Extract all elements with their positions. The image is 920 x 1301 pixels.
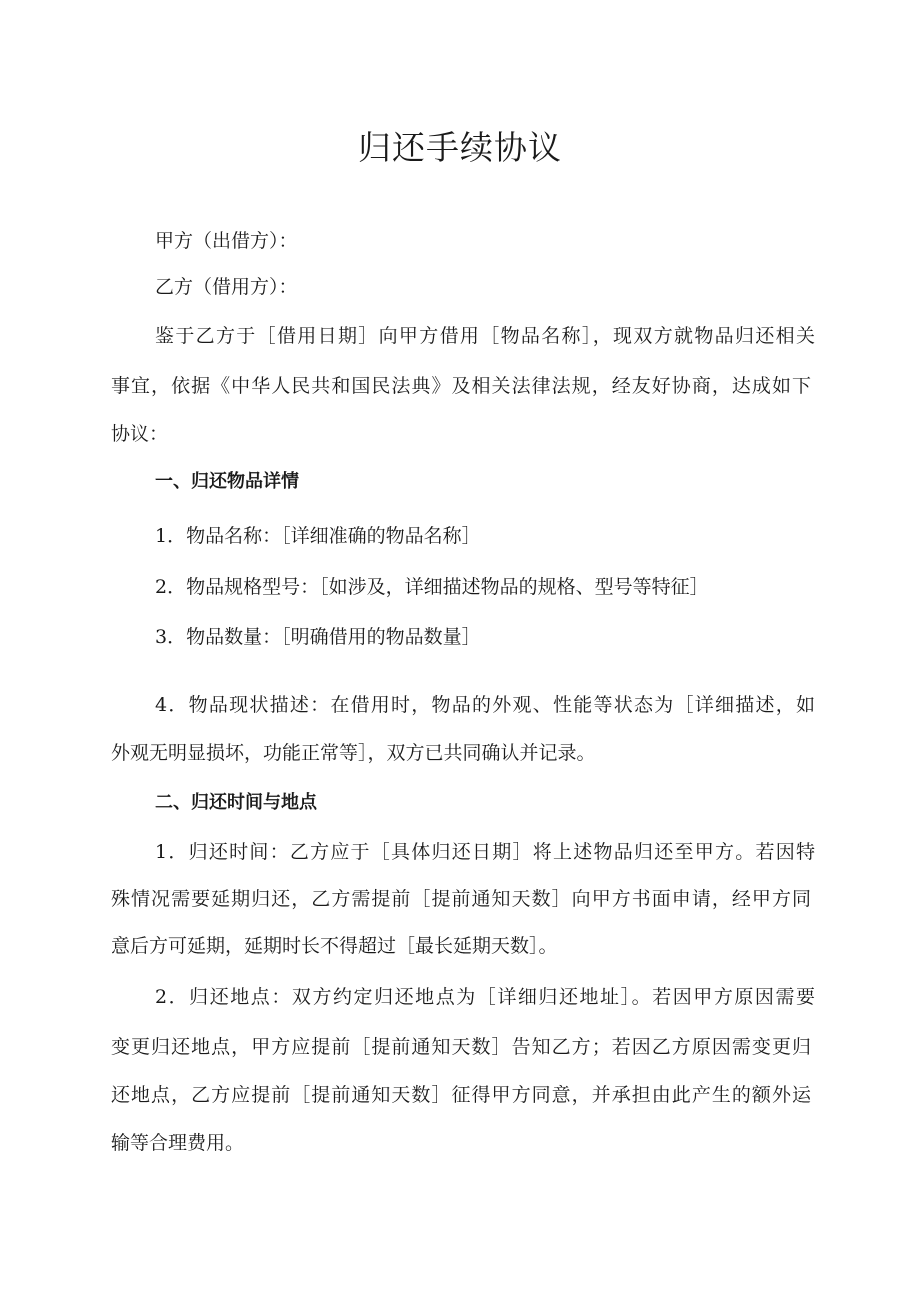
section1-item-2: 2．物品规格型号：［如涉及，详细描述物品的规格、型号等特征］ — [155, 576, 709, 598]
party-a-line: 甲方（出借方）： — [155, 230, 298, 252]
section1-heading: 一、归还物品详情 — [155, 471, 299, 492]
section2-item-1-line-3: 意后方可延期，延期时长不得超过［最长延期天数］。 — [111, 935, 558, 957]
section1-item-1: 1．物品名称：［详细准确的物品名称］ — [155, 525, 481, 547]
section1-item-3: 3．物品数量：［明确借用的物品数量］ — [155, 626, 481, 648]
section2-item-2-line-2: 变更归还地点，甲方应提前［提前通知天数］告知乙方；若因乙方原因需变更归 — [111, 1036, 811, 1058]
section2-item-2-line-3: 还地点，乙方应提前［提前通知天数］征得甲方同意，并承担由此产生的额外运 — [111, 1084, 811, 1106]
preamble-line-3: 协议： — [111, 423, 169, 445]
section2-item-2-line-4: 输等合理费用。 — [111, 1132, 245, 1154]
section2-item-1-line-1: 1．归还时间：乙方应于［具体归还日期］将上述物品归还至甲方。若因特 — [155, 841, 815, 863]
preamble-line-2: 事宜，依据《中华人民共和国民法典》及相关法律法规，经友好协商，达成如下 — [111, 375, 811, 397]
section1-item-4-line-2: 外观无明显损坏，功能正常等］，双方已共同确认并记录。 — [111, 742, 596, 764]
section2-item-1-line-2: 殊情况需要延期归还，乙方需提前［提前通知天数］向甲方书面申请，经甲方同 — [111, 888, 811, 910]
party-b-line: 乙方（借用方）： — [155, 276, 298, 298]
preamble-line-1: 鉴于乙方于［借用日期］向甲方借用［物品名称］，现双方就物品归还相关 — [155, 325, 815, 347]
section2-heading: 二、归还时间与地点 — [155, 792, 317, 813]
section2-item-2-line-1: 2．归还地点：双方约定归还地点为［详细归还地址］。若因甲方原因需要 — [155, 986, 815, 1008]
page-title: 归还手续协议 — [358, 128, 562, 167]
section1-item-4-line-1: 4．物品现状描述：在借用时，物品的外观、性能等状态为［详细描述，如 — [155, 694, 815, 716]
